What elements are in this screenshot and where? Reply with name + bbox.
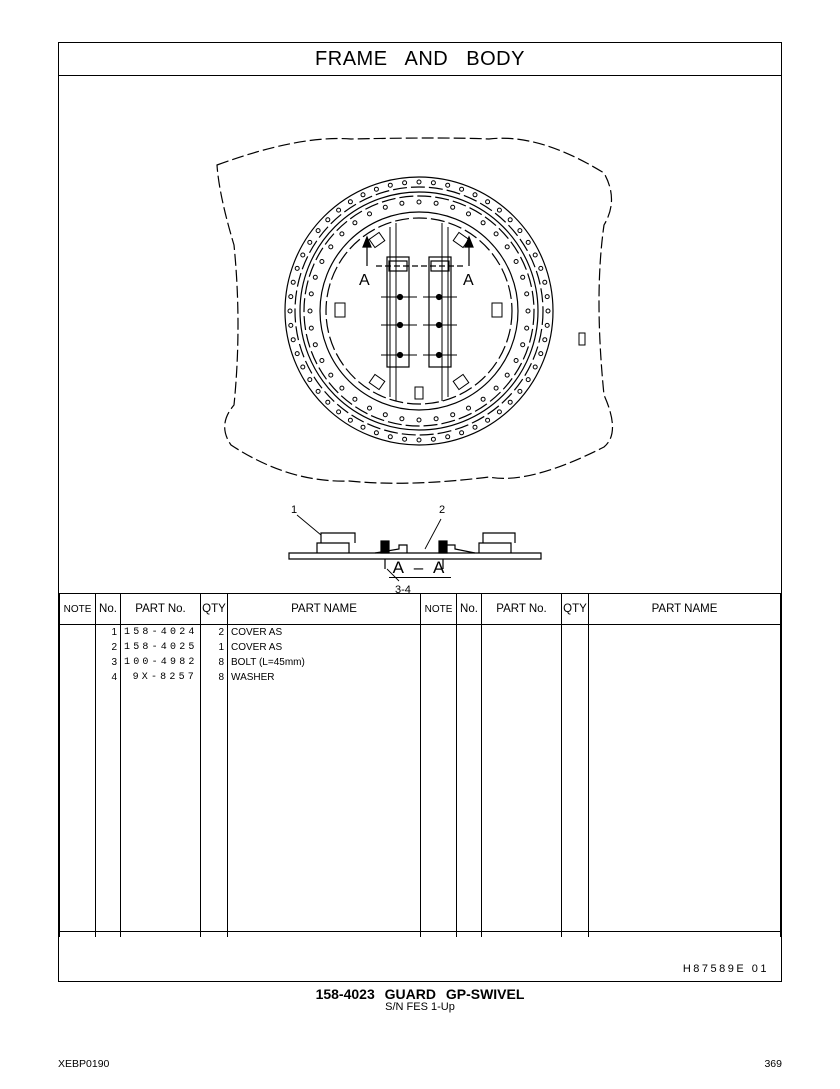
header-no-2: No. <box>457 594 482 625</box>
bolt-hole <box>374 431 378 435</box>
bolt-hole <box>417 438 421 442</box>
row-qty: 1 <box>201 640 228 655</box>
bolt-hole <box>486 200 490 204</box>
bolt-hole <box>460 431 464 435</box>
section-marker-left: A <box>359 272 370 289</box>
bolt-hole <box>539 352 543 356</box>
bolt-hole <box>400 417 404 421</box>
bolt-hole <box>313 343 317 347</box>
bolt-hole <box>526 240 530 244</box>
bolt-hole <box>329 373 333 377</box>
bolt-hole <box>383 205 387 209</box>
header-qty: QTY <box>201 594 228 625</box>
bolt-hole <box>514 359 518 363</box>
bolt-hole <box>546 309 550 313</box>
bolt-hole <box>467 212 471 216</box>
bolt-hole <box>473 193 477 197</box>
bolt-hole <box>353 397 357 401</box>
bolt-hole <box>348 200 352 204</box>
row-no: 4 <box>96 670 121 685</box>
header-note: NOTE <box>60 594 96 625</box>
bolt-hole <box>309 292 313 296</box>
bolt-hole <box>451 205 455 209</box>
row-qty: 2 <box>201 625 228 641</box>
bolt-hole <box>316 389 320 393</box>
row-no: 3 <box>96 655 121 670</box>
section-label: A – A <box>59 558 781 578</box>
row-part-name: COVER AS <box>228 640 421 655</box>
header-part-no-2: PART No. <box>482 594 562 625</box>
assembly-title: 158-4023 GUARD GP-SWIVEL <box>315 986 525 1002</box>
row-part-no: 100-4982 <box>121 655 201 670</box>
bolt-hole <box>326 218 330 222</box>
bolt-hole <box>545 295 549 299</box>
bolt-hole <box>348 418 352 422</box>
bolt-hole <box>431 181 435 185</box>
table-row <box>60 625 781 641</box>
parts-page-frame <box>58 42 782 982</box>
bolt-hole <box>316 229 320 233</box>
bolt-hole <box>525 292 529 296</box>
row-part-no: 9X-8257 <box>121 670 201 685</box>
table-row <box>60 670 781 685</box>
bolt-hole <box>417 418 421 422</box>
bolt-hole <box>533 253 537 257</box>
bolt-hole <box>533 365 537 369</box>
bolt-hole <box>521 343 525 347</box>
row-part-name: WASHER <box>228 670 421 685</box>
document-id: XEBP0190 <box>58 1058 110 1070</box>
callout-1: 1 <box>291 504 298 516</box>
bolt-hole <box>368 212 372 216</box>
bolt-hole <box>518 229 522 233</box>
bolt-hole <box>481 397 485 401</box>
bolt-hole <box>326 400 330 404</box>
bolt-hole <box>451 413 455 417</box>
callout-3-4: 3-4 <box>395 584 411 593</box>
exploded-drawing <box>59 75 781 593</box>
bolt-hole <box>289 295 293 299</box>
bolt-hole <box>417 200 421 204</box>
serial-range: S/N FES 1-Up <box>385 1001 455 1013</box>
page-number: 369 <box>764 1058 782 1070</box>
bolt-hole <box>494 386 498 390</box>
row-no: 2 <box>96 640 121 655</box>
outer-ring <box>285 177 553 445</box>
bolt-hole <box>508 218 512 222</box>
bolt-hole <box>388 435 392 439</box>
row-part-name: COVER AS <box>228 625 421 641</box>
bolt-hole <box>460 187 464 191</box>
bolt-hole <box>508 400 512 404</box>
bolt-hole <box>329 245 333 249</box>
table-bottom-rule <box>59 931 781 932</box>
bolt-hole <box>497 208 501 212</box>
bolt-hole <box>361 193 365 197</box>
bolt-hole <box>295 266 299 270</box>
bolt-hole <box>340 232 344 236</box>
bolt-hole <box>308 309 312 313</box>
bolt-hole <box>545 323 549 327</box>
bolt-hole <box>308 240 312 244</box>
bolt-hole <box>514 260 518 264</box>
bolt-hole <box>467 406 471 410</box>
bolt-hole <box>308 378 312 382</box>
bolt-hole <box>543 280 547 284</box>
bolt-hole <box>337 208 341 212</box>
drawing-reference: H87589E 01 <box>682 963 769 975</box>
bolt-hole <box>539 266 543 270</box>
bolt-hole <box>340 386 344 390</box>
page-title: FRAME AND BODY <box>59 43 781 76</box>
bolt-hole <box>320 260 324 264</box>
bolt-hole <box>543 338 547 342</box>
bolt-hole <box>431 437 435 441</box>
bolt-hole <box>288 309 292 313</box>
header-part-name-2: PART NAME <box>589 594 781 625</box>
row-no: 1 <box>96 625 121 641</box>
bolt-hole <box>434 201 438 205</box>
bolt-hole <box>309 326 313 330</box>
bolt-hole <box>291 280 295 284</box>
bolt-hole <box>526 378 530 382</box>
row-part-no: 158-4025 <box>121 640 201 655</box>
bolt-hole <box>320 359 324 363</box>
table-header-row <box>60 594 781 625</box>
bolt-hole <box>337 410 341 414</box>
parts-table <box>59 593 781 937</box>
bolt-hole <box>494 232 498 236</box>
row-part-name: BOLT (L=45mm) <box>228 655 421 670</box>
bolt-hole <box>388 183 392 187</box>
row-qty: 8 <box>201 655 228 670</box>
bolt-hole <box>403 437 407 441</box>
header-note-2: NOTE <box>421 594 457 625</box>
bolt-hole <box>403 181 407 185</box>
table-filler-row <box>60 685 781 937</box>
bolt-hole <box>525 326 529 330</box>
bolt-hole <box>497 410 501 414</box>
bolt-hole <box>289 323 293 327</box>
bolt-hole <box>361 425 365 429</box>
bolt-hole <box>481 221 485 225</box>
bolt-hole <box>521 275 525 279</box>
bolt-hole <box>505 373 509 377</box>
section-marker-right: A <box>463 272 474 289</box>
row-part-no: 158-4024 <box>121 625 201 641</box>
bolt-hole <box>301 365 305 369</box>
bolt-hole <box>473 425 477 429</box>
callout-2: 2 <box>439 504 446 516</box>
header-part-name: PART NAME <box>228 594 421 625</box>
bolt-hole <box>434 417 438 421</box>
bolt-hole <box>368 406 372 410</box>
bolt-hole <box>313 275 317 279</box>
bolt-hole <box>446 435 450 439</box>
bolt-circle <box>288 180 550 442</box>
bolt-hole <box>295 352 299 356</box>
table-row <box>60 655 781 670</box>
bolt-hole <box>353 221 357 225</box>
bolt-hole <box>374 187 378 191</box>
bolt-hole <box>383 413 387 417</box>
header-qty-2: QTY <box>562 594 589 625</box>
row-qty: 8 <box>201 670 228 685</box>
table-row <box>60 640 781 655</box>
bolt-hole <box>301 253 305 257</box>
bolt-hole <box>291 338 295 342</box>
bolt-hole <box>486 418 490 422</box>
header-no: No. <box>96 594 121 625</box>
bolt-hole <box>505 245 509 249</box>
header-part-no: PART No. <box>121 594 201 625</box>
bolt-hole <box>526 309 530 313</box>
bolt-hole <box>417 180 421 184</box>
bolt-hole <box>400 201 404 205</box>
bolt-hole <box>446 183 450 187</box>
bolt-hole <box>518 389 522 393</box>
